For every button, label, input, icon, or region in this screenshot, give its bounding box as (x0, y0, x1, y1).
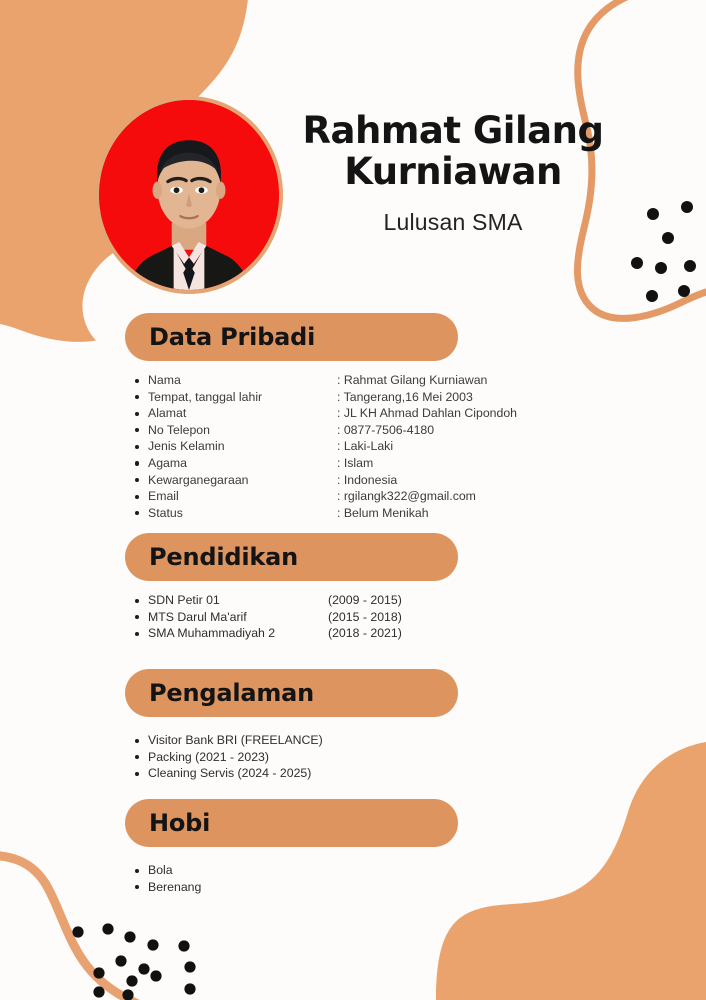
pengalaman-list (125, 733, 581, 783)
label-text: Jenis Kelamin (148, 439, 225, 454)
education-name (125, 593, 328, 607)
section-hobi (125, 799, 581, 896)
label-text: Status (148, 505, 183, 520)
bullet-icon (135, 511, 139, 515)
cv-header (0, 0, 706, 300)
section-pendidikan (125, 533, 581, 643)
name-line-1: Rahmat Gilang (302, 109, 604, 152)
list-item (125, 390, 581, 407)
info-label (125, 489, 337, 503)
info-label (125, 423, 337, 437)
info-label (125, 439, 337, 453)
info-label (125, 456, 337, 470)
bullet-icon (135, 412, 139, 416)
section-header-pengalaman (125, 669, 458, 717)
label-text: Tempat, tanggal lahir (148, 389, 263, 404)
bullet-icon (135, 379, 139, 383)
bullet-icon (135, 428, 139, 432)
page-title (288, 110, 618, 193)
label-text: MTS Darul Ma'arif (148, 609, 247, 624)
label-text: Cleaning Servis (2024 - 2025) (148, 766, 312, 781)
bullet-icon (135, 739, 139, 743)
label-text: Email (148, 489, 179, 504)
education-name (125, 610, 328, 624)
info-label (125, 506, 337, 520)
bottom-left-curve-line (0, 855, 142, 1000)
section-title: Data Pribadi (149, 323, 316, 351)
info-value: : 0877-7506-4180 (337, 422, 435, 437)
list-item (125, 863, 581, 880)
label-text: SMA Muhammadiyah 2 (148, 626, 276, 641)
bullet-icon (135, 599, 139, 603)
label-text: Packing (2021 - 2023) (148, 749, 269, 764)
bullet-icon (135, 395, 139, 399)
label-text: Visitor Bank BRI (FREELANCE) (148, 733, 323, 747)
list-item (125, 473, 581, 490)
label-text: SDN Petir 01 (148, 593, 220, 607)
data-pribadi-list (125, 373, 581, 522)
education-name (125, 626, 328, 640)
section-title: Pendidikan (149, 543, 299, 571)
bullet-icon (135, 755, 139, 759)
section-title: Pengalaman (149, 679, 315, 707)
bullet-icon (135, 615, 139, 619)
subtitle: Lulusan SMA (383, 208, 523, 235)
education-years: (2018 - 2021) (328, 626, 402, 641)
education-years: (2015 - 2018) (328, 609, 402, 624)
section-data-pribadi (125, 313, 581, 522)
label-text: No Telepon (148, 422, 210, 437)
list-item (125, 423, 581, 440)
info-value: : Indonesia (337, 472, 398, 487)
info-value: : Tangerang,16 Mei 2003 (337, 389, 473, 404)
list-item (125, 373, 581, 390)
list-item (125, 626, 581, 643)
name-block (288, 110, 618, 236)
section-header-data-pribadi (125, 313, 458, 361)
label-text: Bola (148, 863, 173, 877)
education-years: (2009 - 2015) (328, 593, 402, 607)
list-item (125, 456, 581, 473)
info-value: : JL KH Ahmad Dahlan Cipondoh (337, 406, 518, 421)
portrait-photo (99, 100, 279, 290)
section-pengalaman (125, 669, 581, 783)
section-header-pendidikan (125, 533, 458, 581)
info-value: : Rahmat Gilang Kurniawan (337, 373, 488, 387)
info-value: : Belum Menikah (337, 505, 429, 520)
avatar (95, 96, 283, 294)
list-item (125, 733, 581, 750)
section-title: Hobi (149, 809, 211, 837)
bullet-icon (135, 869, 139, 873)
label-text: Kewarganegaraan (148, 472, 249, 487)
label-text: Agama (148, 455, 187, 470)
name-line-2: Kurniawan (344, 150, 562, 194)
dot-cluster-bottom-left (72, 923, 195, 1000)
list-item (125, 766, 581, 783)
section-header-hobi (125, 799, 458, 847)
label-text: Nama (148, 373, 181, 387)
label-text: Berenang (148, 879, 202, 894)
bullet-icon (135, 478, 139, 482)
bullet-icon (135, 885, 139, 889)
list-item (125, 610, 581, 627)
list-item (125, 593, 581, 610)
pendidikan-list (125, 593, 581, 643)
info-label (125, 473, 337, 487)
label-text: Alamat (148, 406, 187, 421)
bullet-icon (135, 495, 139, 499)
bullet-icon (135, 772, 139, 776)
list-item (125, 406, 581, 423)
info-value: : Islam (337, 455, 374, 470)
bullet-icon (135, 445, 139, 449)
info-label (125, 406, 337, 420)
bullet-icon (135, 632, 139, 636)
hobi-list (125, 863, 581, 896)
info-label (125, 373, 337, 387)
list-item (125, 506, 581, 523)
list-item (125, 750, 581, 767)
list-item (125, 439, 581, 456)
info-value: : Laki-Laki (337, 439, 394, 454)
list-item (125, 880, 581, 897)
info-label (125, 390, 337, 404)
list-item (125, 489, 581, 506)
bullet-icon (135, 461, 139, 465)
info-value: : rgilangk322@gmail.com (337, 489, 476, 504)
